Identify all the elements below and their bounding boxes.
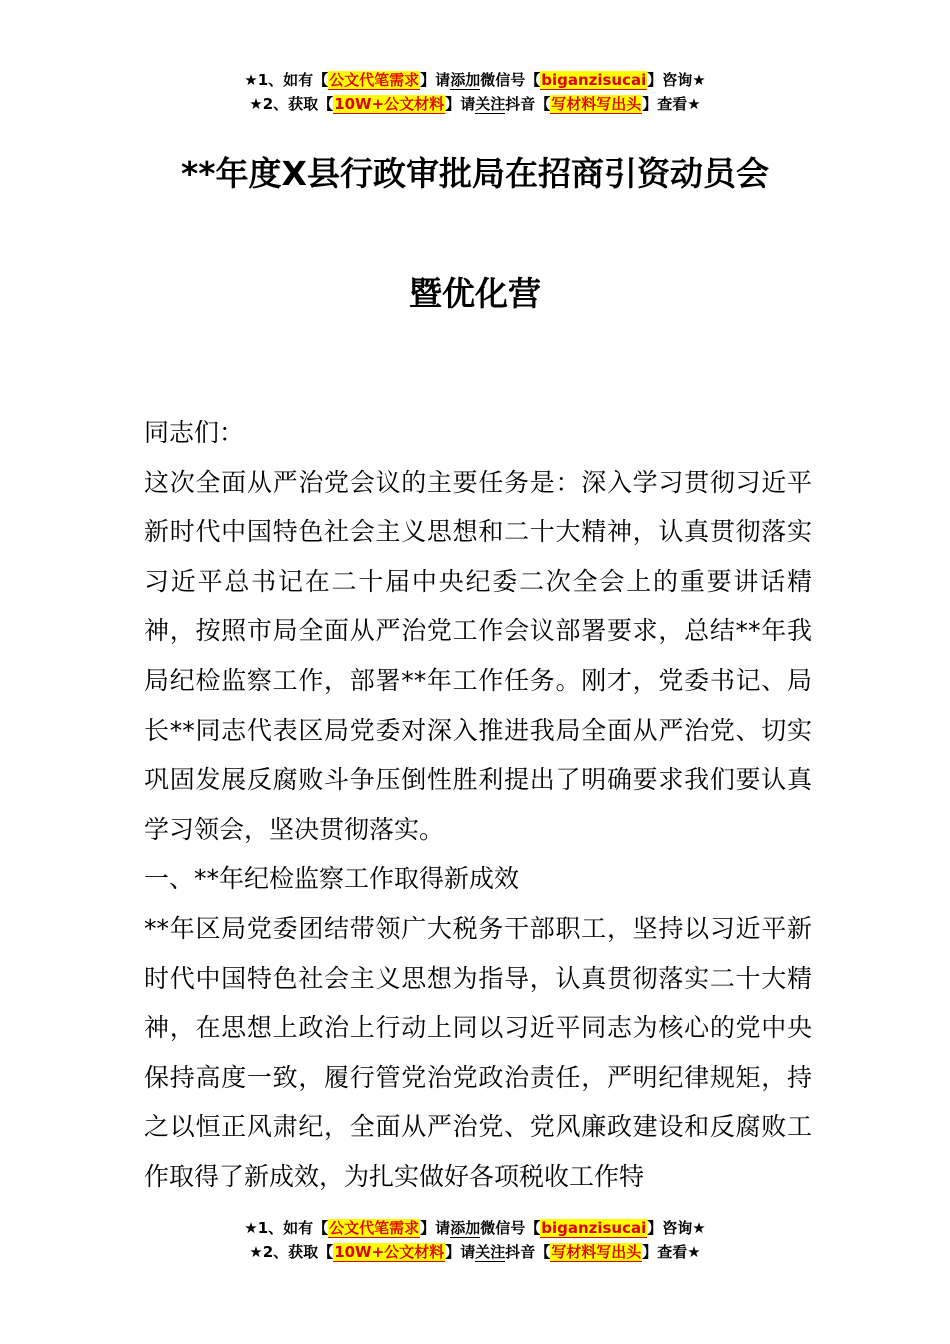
banner-text: 】请 [420,1219,451,1237]
banner-highlight: 写材料写出头 [551,1243,642,1261]
banner-line-2 [0,1240,950,1264]
banner-highlight: 10W+公文材料 [334,95,445,113]
banner-highlight: 10W+公文材料 [334,1243,445,1261]
header-banner [0,68,950,116]
banner-line-1 [0,68,950,92]
banner-underline: 添加 [450,71,481,89]
banner-highlight: 公文代笔需求 [329,1219,420,1237]
document-body [144,408,812,1202]
banner-highlight: 写材料写出头 [551,95,642,113]
banner-text: 抖音【 [505,95,551,113]
banner-line-2 [0,92,950,116]
banner-text: 】请 [445,95,476,113]
banner-text: 微信号【 [480,71,541,89]
banner-text: 】请 [420,71,451,89]
banner-text: 】咨询★ [647,71,706,89]
banner-underline: 添加 [450,1219,481,1237]
banner-highlight: 公文代笔需求 [329,71,420,89]
banner-text: 】查看★ [642,95,701,113]
banner-text: ★1、如有【 [244,1219,329,1237]
banner-line-1 [0,1216,950,1240]
document-title-line-1: **年度X县行政审批局在招商引资动员会 [181,154,769,193]
banner-text: ★2、获取【 [249,1243,334,1261]
banner-text: 】查看★ [642,1243,701,1261]
footer-banner [0,1216,950,1264]
banner-text: 抖音【 [505,1243,551,1261]
banner-highlight: biganzisucai [541,71,647,89]
banner-underline: 关注 [475,95,506,113]
paragraph: 这次全面从严治党会议的主要任务是：深入学习贯彻习近平新时代中国特色社会主义思想和二十大精神，认真贯彻落实习近平总书记在二十届中央纪委二次全会上的重要讲话精神，按照市局全面从严治党工作会议部署要求，总结**年我局纪检监察工作，部署**年工作任务。刚才，党委书记、局长**同志代表区局党委对深入推进我局全面从严治党、切实巩固发展反腐败斗争压倒性胜利提出了明确要求我们要认真学习领会，坚决贯彻落实。 [144,467,812,844]
banner-text: 微信号【 [480,1219,541,1237]
banner-text: ★1、如有【 [244,71,329,89]
banner-highlight: biganzisucai [541,1219,647,1237]
document-title-line-2: 暨优化营 [409,274,541,313]
banner-text: 】咨询★ [647,1219,706,1237]
section-heading: 一、**年纪检监察工作取得新成效 [144,864,520,894]
paragraph: **年区局党委团结带领广大税务干部职工，坚持以习近平新时代中国特色社会主义思想为指导，认真贯彻落实二十大精神，在思想上政治上行动上同以习近平同志为核心的党中央保持高度一致，履行管党治党政治责任，严明纪律规矩，持之以恒正风肃纪，全面从严治党、党风廉政建设和反腐败工作取得了新成效，为扎实做好各项税收工作特 [144,913,812,1191]
salutation: 同志们： [144,418,245,447]
banner-underline: 关注 [475,1243,506,1261]
banner-text: ★2、获取【 [249,95,334,113]
banner-text: 】请 [445,1243,476,1261]
